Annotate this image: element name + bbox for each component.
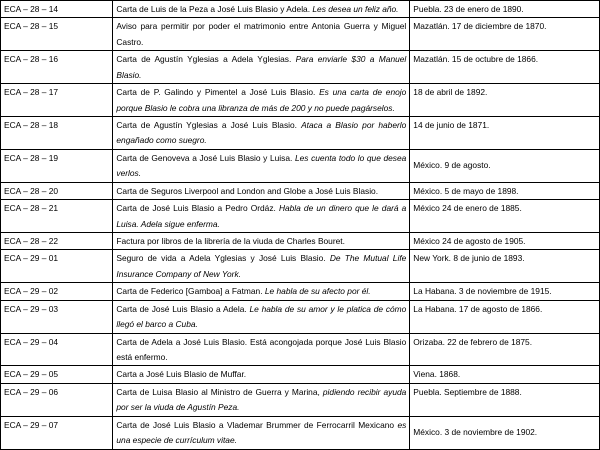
record-description <box>113 149 410 182</box>
description-italic: De The Mutual Life Insurance Company of New York. <box>116 253 407 279</box>
description-text: Carta de José Luis Blasio a Pedro Ordáz. <box>116 203 279 214</box>
record-place-date: La Habana. 3 de noviembre de 1915. <box>410 283 600 300</box>
record-place-date: México 24 de agosto de 1905. <box>410 233 600 250</box>
description-text: Carta de Luis de la Peza a José Luis Blasio y Adela. <box>116 4 313 14</box>
record-code: ECA – 28 – 22 <box>1 233 113 250</box>
record-code: ECA – 29 – 05 <box>1 366 113 383</box>
table-row <box>1 233 600 250</box>
description-text: Carta de Seguros Liverpool and London and Globe a José Luis Blasio. <box>116 185 379 196</box>
description-italic: Les cuenta todo lo que desea verlos. <box>116 152 407 179</box>
record-place-date: Mazatlán. 17 de diciembre de 1870. <box>410 18 600 51</box>
table-row <box>1 84 600 117</box>
description-italic: es una especie de currículum vitae. <box>116 419 407 445</box>
record-place-date: New York. 8 de junio de 1893. <box>410 250 600 283</box>
description-italic: Le habla de su afecto por él. <box>264 286 371 297</box>
record-description <box>113 300 410 333</box>
record-description <box>113 84 410 117</box>
record-description <box>113 18 410 51</box>
description-italic: Ataca a Blasio por haberlo engañado como suegro. <box>116 120 407 146</box>
table-row <box>1 149 600 182</box>
record-description <box>113 416 410 449</box>
record-place-date: Orizaba. 22 de febrero de 1875. <box>410 333 600 366</box>
description-text: Carta de José Luis Blasio a Vlademar Brummer de Ferrocarril Mexicano <box>116 419 398 430</box>
record-description <box>113 283 410 300</box>
record-place-date: La Habana. 17 de agosto de 1866. <box>410 300 600 333</box>
table-row <box>1 182 600 199</box>
record-description <box>113 233 410 250</box>
description-text: Carta de Agustín Yglesias a Adela Yglesias. <box>116 54 296 65</box>
description-text: Carta de Federico [Gamboa] a Fatman. <box>116 286 265 297</box>
record-place-date: Viena. 1868. <box>410 366 600 383</box>
description-italic: Es una carta de enojo porque Blasio le cobra una libranza de más de 200 y no puede pagárselos. <box>116 87 407 113</box>
record-code: ECA – 28 – 21 <box>1 200 113 233</box>
record-description <box>113 250 410 283</box>
description-text: Carta de P. Galindo y Pimentel a José Luis Blasio. <box>116 87 320 98</box>
record-code: ECA – 29 – 01 <box>1 250 113 283</box>
description-italic: Para enviarle $30 a Manuel Blasio. <box>116 54 407 80</box>
record-place-date: México 24 de enero de 1885. <box>410 200 600 233</box>
record-code: ECA – 29 – 06 <box>1 383 113 416</box>
description-text: Carta de José Luis Blasio a Adela. <box>116 303 250 314</box>
description-text: Carta a José Luis Blasio de Muffar. <box>116 369 247 380</box>
record-code: ECA – 28 – 14 <box>1 1 113 18</box>
catalog-table-body <box>1 1 600 450</box>
description-text: Aviso para permitir por poder el matrimonio entre Antonia Guerra y Miguel Castro. <box>116 21 407 47</box>
description-italic: Les desea un feliz año. <box>312 4 399 14</box>
description-text: Carta de Genoveva a José Luis Blasio y Luisa. <box>116 152 295 163</box>
record-description <box>113 51 410 84</box>
description-italic: Habla de un dinero que le dará a Luisa. Adela sigue enferma. <box>116 203 407 229</box>
record-description <box>113 333 410 366</box>
record-code: ECA – 29 – 07 <box>1 416 113 449</box>
record-place-date: México. 5 de mayo de 1898. <box>410 182 600 199</box>
table-row <box>1 1 600 18</box>
record-description <box>113 366 410 383</box>
record-code: ECA – 29 – 02 <box>1 283 113 300</box>
description-italic: Le habla de su amor y le platica de cómo llegó el barco a Cuba. <box>116 303 407 330</box>
table-row <box>1 200 600 233</box>
table-row <box>1 366 600 383</box>
description-text: Factura por libros de la librería de la viuda de Charles Bouret. <box>116 236 345 247</box>
record-description <box>113 200 410 233</box>
table-row <box>1 51 600 84</box>
record-code: ECA – 28 – 16 <box>1 51 113 84</box>
record-code: ECA – 28 – 20 <box>1 182 113 199</box>
table-row <box>1 117 600 150</box>
record-place-date: Mazatlán. 15 de octubre de 1866. <box>410 51 600 84</box>
table-row <box>1 283 600 300</box>
record-code: ECA – 29 – 04 <box>1 333 113 366</box>
record-description <box>113 117 410 150</box>
table-row <box>1 250 600 283</box>
description-text: Carta de Agustín Yglesias a José Luis Blasio. <box>116 120 302 131</box>
description-text: Seguro de vida a Adela Yglesias y José Luis Blasio. <box>116 253 330 264</box>
record-description <box>113 383 410 416</box>
record-place-date: Puebla. Septiembre de 1888. <box>410 383 600 416</box>
record-code: ECA – 28 – 17 <box>1 84 113 117</box>
record-code: ECA – 28 – 15 <box>1 18 113 51</box>
table-row <box>1 300 600 333</box>
table-row <box>1 18 600 51</box>
record-code: ECA – 28 – 18 <box>1 117 113 150</box>
record-place-date: México. 3 de noviembre de 1902. <box>410 416 600 449</box>
table-row <box>1 383 600 416</box>
record-code: ECA – 28 – 19 <box>1 149 113 182</box>
description-text: Carta de Adela a José Luis Blasio. Está acongojada porque José Luis Blasio está enfermo. <box>116 336 407 362</box>
record-description <box>113 182 410 199</box>
description-text: Carta de Luisa Blasio al Ministro de Guerra y Marina, <box>116 386 323 397</box>
record-place-date: 18 de abril de 1892. <box>410 84 600 117</box>
record-place-date: 14 de junio de 1871. <box>410 117 600 150</box>
record-place-date: México. 9 de agosto. <box>410 149 600 182</box>
description-italic: pidiendo recibir ayuda por ser la viuda de Agustín Peza. <box>116 386 407 413</box>
record-place-date: Puebla. 23 de enero de 1890. <box>410 1 600 18</box>
record-code: ECA – 29 – 03 <box>1 300 113 333</box>
record-description <box>113 1 410 18</box>
table-row <box>1 416 600 449</box>
table-row <box>1 333 600 366</box>
